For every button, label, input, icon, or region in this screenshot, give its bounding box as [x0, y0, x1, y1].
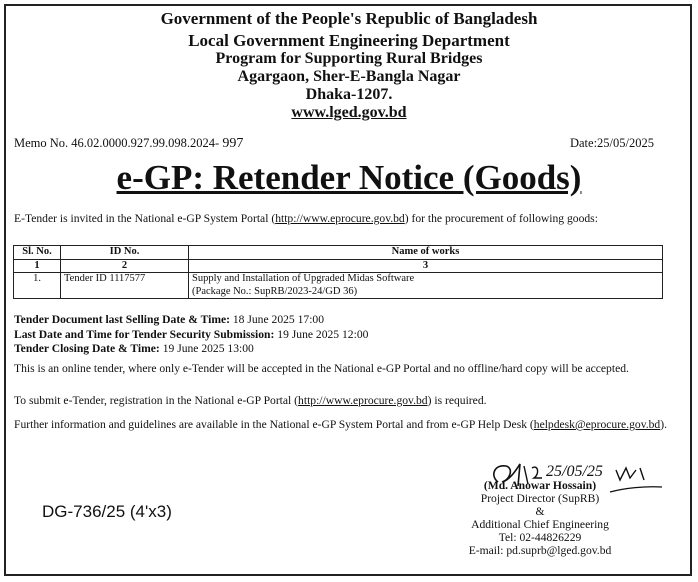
- date-label: Tender Document last Selling Date & Time:: [14, 313, 230, 326]
- date-line-security: [14, 328, 368, 343]
- memo-date: Date:25/05/2025: [569, 136, 654, 150]
- intro-paragraph: [14, 212, 674, 226]
- date-label: Last Date and Time for Tender Security Submission:: [14, 327, 275, 341]
- notice-title: e-GP: Retender Notice (Goods): [116, 158, 582, 197]
- date-line-selling: [14, 313, 368, 328]
- eprocure-link[interactable]: http://www.eprocure.gov.bd: [275, 212, 405, 225]
- advertisement-code: DG-736/25 (4'x3): [42, 502, 172, 521]
- header-government: Government of the People's Republic of Bangladesh: [160, 9, 538, 28]
- register-text-before: To submit e-Tender, registration in the National e-GP Portal (: [14, 394, 299, 407]
- signatory-name: (Md. Anowar Hossain): [483, 479, 597, 492]
- handwritten-date: 25/05/25: [546, 463, 603, 480]
- header-city: Dhaka-1207.: [305, 86, 393, 103]
- signatory-ampersand: &: [535, 505, 545, 518]
- cell-work-name: [189, 273, 663, 299]
- work-name-line: Supply and Installation of Upgraded Midas Software: [192, 273, 415, 284]
- header-name-of-works: Name of works: [189, 246, 663, 260]
- cell-tender-id: Tender ID 1117577: [61, 273, 189, 299]
- info-text-after: ).: [660, 418, 667, 431]
- signatory-title: Project Director (SupRB): [480, 492, 600, 505]
- table-index-row: [14, 259, 663, 273]
- cell-sl: 1.: [14, 273, 61, 299]
- package-number: (Package No.: SupRB/2023-24/GD 36): [192, 285, 358, 297]
- intro-text-before: E-Tender is invited in the National e-GP System Portal (: [14, 212, 276, 225]
- header-address: Agargaon, Sher-E-Bangla Nagar: [237, 68, 461, 85]
- info-paragraph: [14, 418, 674, 432]
- signatory-email[interactable]: E-mail: pd.suprb@lged.gov.bd: [468, 544, 612, 557]
- index-cell: 1: [14, 259, 61, 273]
- date-value: 19 June 2025 13:00: [159, 342, 254, 355]
- date-value: 19 June 2025 12:00: [274, 327, 369, 341]
- memo-number: [14, 136, 243, 152]
- signatory-tel: Tel: 02-44826229: [498, 531, 582, 544]
- index-cell: 2: [61, 259, 189, 273]
- table-row: [14, 273, 663, 299]
- index-cell: 3: [189, 259, 663, 273]
- signatory-title-2: Additional Chief Engineering: [471, 518, 609, 531]
- helpdesk-email-link[interactable]: helpdesk@eprocure.gov.bd: [533, 418, 661, 431]
- header-id-no: ID No.: [61, 246, 189, 260]
- memo-handwritten-number: 997: [222, 136, 244, 151]
- header-department: Local Government Engineering Department: [188, 31, 510, 50]
- works-table: [13, 245, 663, 299]
- memo-prefix: Memo No. 46.02.0000.927.99.098.2024-: [14, 136, 220, 150]
- signatory-block: [440, 479, 640, 557]
- header-program: Program for Supporting Rural Bridges: [215, 50, 483, 67]
- table-header-row: [14, 246, 663, 260]
- header-sl-no: Sl. No.: [14, 246, 61, 260]
- header-website-link[interactable]: www.lged.gov.bd: [291, 104, 407, 121]
- date-value: 18 June 2025 17:00: [229, 313, 325, 326]
- date-line-closing: [14, 342, 368, 357]
- eprocure-link[interactable]: http://www.eprocure.gov.bd: [298, 394, 428, 407]
- online-tender-paragraph: This is an online tender, where only e-Tender will be accepted in the National e-GP Portal and no offline/hard copy will be accepted.: [14, 362, 629, 375]
- date-label: Tender Closing Date & Time:: [14, 342, 160, 355]
- register-text-after: ) is required.: [427, 394, 487, 407]
- info-text-before: Further information and guidelines are available in the National e-GP System Portal and from e-GP Help Desk (: [14, 418, 534, 431]
- tender-dates: [14, 313, 368, 357]
- intro-text-after: ) for the procurement of following goods:: [404, 212, 598, 225]
- registration-paragraph: [14, 394, 674, 408]
